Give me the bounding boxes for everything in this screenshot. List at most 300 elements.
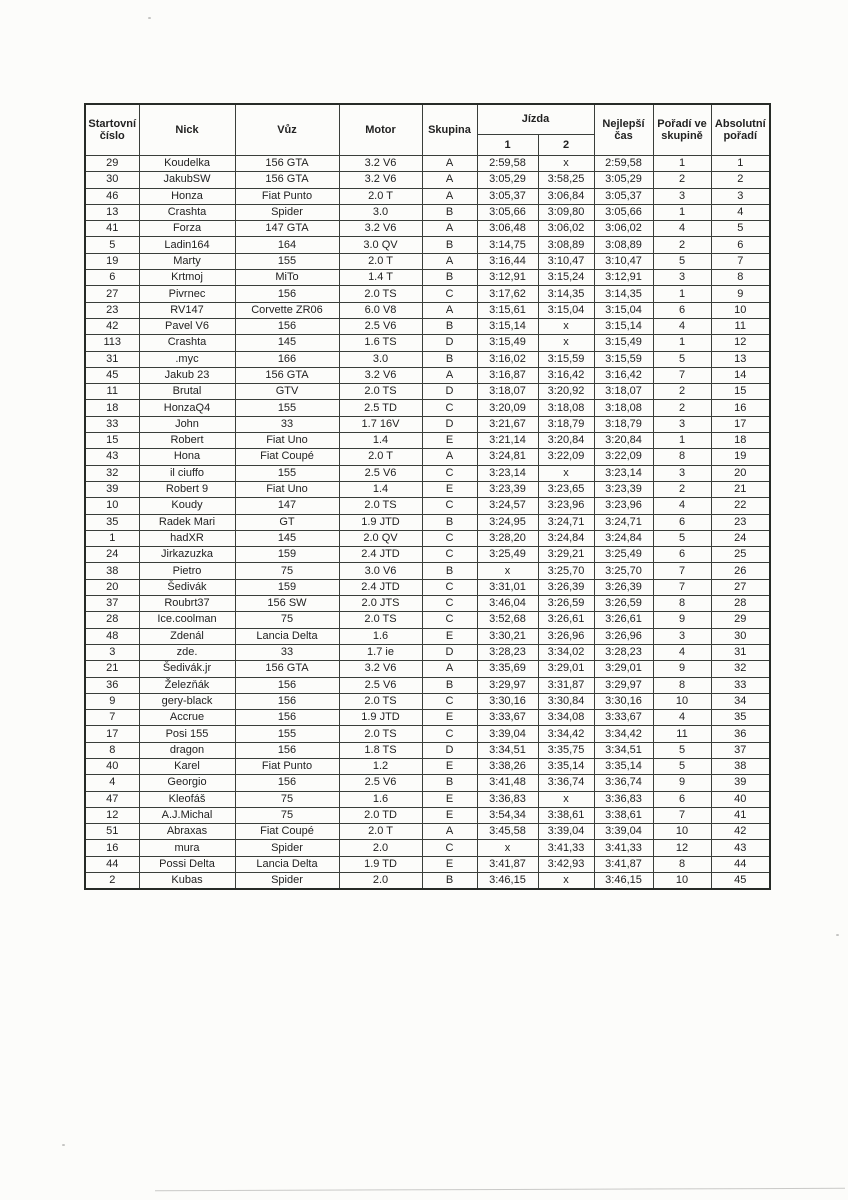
cell-engine: 1.4 T: [339, 270, 422, 286]
cell-run1-time: 3:16,44: [477, 253, 538, 269]
table-row: [85, 824, 770, 840]
cell-run1-time: 3:24,81: [477, 449, 538, 465]
cell-run2-time: 3:25,70: [538, 563, 594, 579]
cell-start-number: 9: [85, 693, 139, 709]
cell-start-number: 2: [85, 873, 139, 890]
cell-run2-time: 3:29,21: [538, 547, 594, 563]
cell-group-rank: 2: [653, 384, 711, 400]
cell-run2-time: 3:36,74: [538, 775, 594, 791]
table-row: [85, 612, 770, 628]
cell-absolute-rank: 8: [711, 270, 770, 286]
cell-car: 159: [235, 579, 339, 595]
cell-group: B: [422, 204, 477, 220]
cell-car: Fiat Punto: [235, 188, 339, 204]
cell-best-time: 3:34,51: [594, 742, 653, 758]
cell-best-time: 3:30,16: [594, 693, 653, 709]
cell-best-time: 3:25,70: [594, 563, 653, 579]
cell-car: 75: [235, 791, 339, 807]
cell-run1-time: 3:25,49: [477, 547, 538, 563]
cell-best-time: 3:16,42: [594, 367, 653, 383]
cell-group-rank: 4: [653, 710, 711, 726]
cell-start-number: 46: [85, 188, 139, 204]
cell-nick: HonzaQ4: [139, 400, 235, 416]
cell-nick: JakubSW: [139, 172, 235, 188]
cell-engine: 2.0 T: [339, 188, 422, 204]
cell-group-rank: 1: [653, 156, 711, 172]
cell-run2-time: 3:26,59: [538, 596, 594, 612]
table-row: [85, 856, 770, 872]
cell-group: A: [422, 156, 477, 172]
cell-group-rank: 10: [653, 873, 711, 890]
cell-car: MiTo: [235, 270, 339, 286]
table-body: [85, 156, 770, 890]
cell-run1-time: 3:35,69: [477, 661, 538, 677]
cell-absolute-rank: 25: [711, 547, 770, 563]
cell-absolute-rank: 42: [711, 824, 770, 840]
table-row: [85, 840, 770, 856]
cell-group: A: [422, 661, 477, 677]
cell-run1-time: 3:18,07: [477, 384, 538, 400]
table-row: [85, 204, 770, 220]
cell-engine: 3.0 QV: [339, 237, 422, 253]
cell-group-rank: 1: [653, 433, 711, 449]
cell-group-rank: 7: [653, 807, 711, 823]
cell-absolute-rank: 4: [711, 204, 770, 220]
table-row: [85, 677, 770, 693]
cell-group-rank: 11: [653, 726, 711, 742]
cell-car: 145: [235, 335, 339, 351]
cell-group: A: [422, 253, 477, 269]
table-row: [85, 807, 770, 823]
cell-absolute-rank: 9: [711, 286, 770, 302]
cell-nick: zde.: [139, 644, 235, 660]
cell-nick: Pietro: [139, 563, 235, 579]
cell-run1-time: 3:41,87: [477, 856, 538, 872]
cell-car: Lancia Delta: [235, 628, 339, 644]
cell-run1-time: 3:38,26: [477, 758, 538, 774]
cell-absolute-rank: 15: [711, 384, 770, 400]
cell-group: C: [422, 612, 477, 628]
cell-absolute-rank: 7: [711, 253, 770, 269]
cell-run1-time: 3:54,34: [477, 807, 538, 823]
cell-group: C: [422, 286, 477, 302]
cell-car: Spider: [235, 204, 339, 220]
cell-run1-time: 2:59,58: [477, 156, 538, 172]
cell-run2-time: 3:15,24: [538, 270, 594, 286]
table-row: [85, 400, 770, 416]
cell-best-time: 3:12,91: [594, 270, 653, 286]
cell-absolute-rank: 5: [711, 221, 770, 237]
cell-best-time: 3:23,96: [594, 498, 653, 514]
cell-run2-time: 3:39,04: [538, 824, 594, 840]
column-header-run-1: 1: [477, 134, 538, 155]
cell-best-time: 3:35,14: [594, 758, 653, 774]
cell-group: E: [422, 807, 477, 823]
table-row: [85, 710, 770, 726]
cell-group-rank: 2: [653, 237, 711, 253]
cell-group: A: [422, 449, 477, 465]
cell-absolute-rank: 43: [711, 840, 770, 856]
cell-engine: 2.0 TS: [339, 693, 422, 709]
cell-start-number: 6: [85, 270, 139, 286]
cell-start-number: 43: [85, 449, 139, 465]
cell-engine: 2.5 V6: [339, 318, 422, 334]
cell-group-rank: 3: [653, 188, 711, 204]
cell-start-number: 40: [85, 758, 139, 774]
cell-run1-time: 3:31,01: [477, 579, 538, 595]
cell-run1-time: 3:28,20: [477, 530, 538, 546]
cell-nick: Roubrt37: [139, 596, 235, 612]
scan-artifact: [148, 17, 151, 19]
cell-start-number: 24: [85, 547, 139, 563]
cell-car: Fiat Uno: [235, 481, 339, 497]
cell-group-rank: 7: [653, 367, 711, 383]
cell-nick: Karel: [139, 758, 235, 774]
cell-group: E: [422, 710, 477, 726]
cell-run1-time: 3:24,95: [477, 514, 538, 530]
cell-group-rank: 8: [653, 596, 711, 612]
cell-engine: 2.5 V6: [339, 677, 422, 693]
cell-best-time: 3:29,97: [594, 677, 653, 693]
cell-group-rank: 3: [653, 416, 711, 432]
cell-car: 156 GTA: [235, 172, 339, 188]
cell-run2-time: 3:31,87: [538, 677, 594, 693]
cell-absolute-rank: 29: [711, 612, 770, 628]
cell-best-time: 3:39,04: [594, 824, 653, 840]
results-table: [84, 103, 771, 890]
cell-absolute-rank: 45: [711, 873, 770, 890]
cell-start-number: 44: [85, 856, 139, 872]
cell-group: C: [422, 840, 477, 856]
cell-group-rank: 7: [653, 563, 711, 579]
cell-run2-time: 3:20,92: [538, 384, 594, 400]
table-row: [85, 742, 770, 758]
cell-absolute-rank: 30: [711, 628, 770, 644]
cell-best-time: 3:15,14: [594, 318, 653, 334]
cell-run2-time: 3:08,89: [538, 237, 594, 253]
cell-run2-time: 3:26,96: [538, 628, 594, 644]
cell-best-time: 3:29,01: [594, 661, 653, 677]
cell-nick: Honza: [139, 188, 235, 204]
cell-group-rank: 8: [653, 449, 711, 465]
cell-best-time: 3:23,14: [594, 465, 653, 481]
cell-engine: 1.4: [339, 433, 422, 449]
cell-run2-time: 3:23,65: [538, 481, 594, 497]
cell-run1-time: 3:23,14: [477, 465, 538, 481]
cell-start-number: 12: [85, 807, 139, 823]
cell-absolute-rank: 12: [711, 335, 770, 351]
cell-nick: Zdenál: [139, 628, 235, 644]
cell-nick: Kleofáš: [139, 791, 235, 807]
cell-engine: 3.2 V6: [339, 367, 422, 383]
cell-car: Fiat Uno: [235, 433, 339, 449]
cell-run1-time: 3:15,14: [477, 318, 538, 334]
cell-car: 156 SW: [235, 596, 339, 612]
cell-engine: 1.8 TS: [339, 742, 422, 758]
cell-car: Spider: [235, 873, 339, 890]
cell-nick: Koudelka: [139, 156, 235, 172]
table-row: [85, 465, 770, 481]
column-header-start-number: Startovní číslo: [85, 104, 139, 156]
cell-group: A: [422, 824, 477, 840]
cell-run1-time: 3:30,16: [477, 693, 538, 709]
cell-engine: 3.2 V6: [339, 172, 422, 188]
table-row: [85, 449, 770, 465]
cell-car: 166: [235, 351, 339, 367]
cell-car: 155: [235, 253, 339, 269]
cell-run2-time: 3:58,25: [538, 172, 594, 188]
cell-group-rank: 9: [653, 612, 711, 628]
cell-car: 156: [235, 693, 339, 709]
table-row: [85, 873, 770, 890]
cell-group-rank: 8: [653, 677, 711, 693]
column-header-car: Vůz: [235, 104, 339, 156]
cell-best-time: 3:26,96: [594, 628, 653, 644]
cell-absolute-rank: 41: [711, 807, 770, 823]
cell-absolute-rank: 2: [711, 172, 770, 188]
cell-start-number: 28: [85, 612, 139, 628]
cell-group: A: [422, 172, 477, 188]
cell-group: B: [422, 775, 477, 791]
cell-group-rank: 2: [653, 172, 711, 188]
cell-group: B: [422, 677, 477, 693]
column-header-group: Skupina: [422, 104, 477, 156]
cell-engine: 2.0 TS: [339, 384, 422, 400]
cell-group-rank: 2: [653, 481, 711, 497]
cell-group-rank: 10: [653, 824, 711, 840]
cell-run1-time: 3:05,29: [477, 172, 538, 188]
cell-best-time: 2:59,58: [594, 156, 653, 172]
cell-engine: 2.0 T: [339, 449, 422, 465]
cell-car: 156: [235, 677, 339, 693]
cell-start-number: 16: [85, 840, 139, 856]
column-header-best-time: Nejlepší čas: [594, 104, 653, 156]
cell-absolute-rank: 38: [711, 758, 770, 774]
cell-run2-time: 3:16,42: [538, 367, 594, 383]
cell-start-number: 19: [85, 253, 139, 269]
table-row: [85, 156, 770, 172]
cell-group: C: [422, 579, 477, 595]
cell-engine: 2.0 TS: [339, 498, 422, 514]
table-row: [85, 628, 770, 644]
cell-group-rank: 6: [653, 791, 711, 807]
table-row: [85, 318, 770, 334]
cell-nick: Posi 155: [139, 726, 235, 742]
cell-best-time: 3:25,49: [594, 547, 653, 563]
cell-run1-time: 3:36,83: [477, 791, 538, 807]
cell-run2-time: 3:42,93: [538, 856, 594, 872]
cell-car: 156: [235, 286, 339, 302]
cell-group: D: [422, 335, 477, 351]
cell-group: A: [422, 221, 477, 237]
cell-car: 75: [235, 563, 339, 579]
table-row: [85, 693, 770, 709]
cell-run1-time: 3:17,62: [477, 286, 538, 302]
cell-start-number: 23: [85, 302, 139, 318]
cell-run1-time: 3:14,75: [477, 237, 538, 253]
cell-group: C: [422, 726, 477, 742]
cell-car: 147 GTA: [235, 221, 339, 237]
cell-run1-time: 3:05,66: [477, 204, 538, 220]
cell-run1-time: 3:12,91: [477, 270, 538, 286]
cell-car: 155: [235, 400, 339, 416]
cell-start-number: 15: [85, 433, 139, 449]
table-row: [85, 579, 770, 595]
cell-run1-time: 3:20,09: [477, 400, 538, 416]
table-row: [85, 237, 770, 253]
cell-car: 156: [235, 318, 339, 334]
cell-run1-time: 3:41,48: [477, 775, 538, 791]
cell-nick: Jirkazuzka: [139, 547, 235, 563]
cell-engine: 3.2 V6: [339, 221, 422, 237]
cell-engine: 1.7 16V: [339, 416, 422, 432]
cell-run2-time: 3:15,04: [538, 302, 594, 318]
cell-run2-time: 3:30,84: [538, 693, 594, 709]
cell-run2-time: 3:35,14: [538, 758, 594, 774]
cell-absolute-rank: 44: [711, 856, 770, 872]
cell-group: C: [422, 498, 477, 514]
cell-nick: Accrue: [139, 710, 235, 726]
table-row: [85, 791, 770, 807]
cell-best-time: 3:26,59: [594, 596, 653, 612]
cell-run2-time: 3:24,71: [538, 514, 594, 530]
cell-absolute-rank: 34: [711, 693, 770, 709]
cell-group-rank: 10: [653, 693, 711, 709]
table-row: [85, 498, 770, 514]
cell-nick: Forza: [139, 221, 235, 237]
cell-group-rank: 4: [653, 498, 711, 514]
cell-absolute-rank: 1: [711, 156, 770, 172]
cell-start-number: 37: [85, 596, 139, 612]
cell-group: E: [422, 791, 477, 807]
cell-nick: RV147: [139, 302, 235, 318]
cell-engine: 1.9 JTD: [339, 710, 422, 726]
cell-run2-time: 3:26,61: [538, 612, 594, 628]
cell-run1-time: 3:28,23: [477, 644, 538, 660]
cell-group: B: [422, 351, 477, 367]
table-row: [85, 302, 770, 318]
table-row: [85, 367, 770, 383]
table-row: [85, 416, 770, 432]
cell-group-rank: 1: [653, 335, 711, 351]
cell-car: 156 GTA: [235, 661, 339, 677]
cell-engine: 1.4: [339, 481, 422, 497]
cell-group: A: [422, 367, 477, 383]
cell-start-number: 7: [85, 710, 139, 726]
cell-run1-time: 3:46,15: [477, 873, 538, 890]
cell-run2-time: 3:06,02: [538, 221, 594, 237]
cell-best-time: 3:26,39: [594, 579, 653, 595]
table-row: [85, 514, 770, 530]
table-row: [85, 172, 770, 188]
cell-group: D: [422, 384, 477, 400]
cell-group-rank: 6: [653, 514, 711, 530]
table-row: [85, 758, 770, 774]
cell-best-time: 3:41,87: [594, 856, 653, 872]
cell-absolute-rank: 19: [711, 449, 770, 465]
cell-absolute-rank: 40: [711, 791, 770, 807]
cell-group: C: [422, 530, 477, 546]
cell-start-number: 17: [85, 726, 139, 742]
cell-start-number: 8: [85, 742, 139, 758]
cell-run2-time: 3:15,59: [538, 351, 594, 367]
cell-run2-time: 3:18,08: [538, 400, 594, 416]
cell-group: E: [422, 628, 477, 644]
cell-engine: 2.0 TS: [339, 726, 422, 742]
cell-nick: Marty: [139, 253, 235, 269]
cell-engine: 2.0 JTS: [339, 596, 422, 612]
cell-group: B: [422, 873, 477, 890]
table-row: [85, 286, 770, 302]
cell-nick: Robert 9: [139, 481, 235, 497]
cell-group-rank: 5: [653, 351, 711, 367]
cell-engine: 3.0 V6: [339, 563, 422, 579]
cell-start-number: 42: [85, 318, 139, 334]
cell-start-number: 20: [85, 579, 139, 595]
cell-nick: Šedivák.jr: [139, 661, 235, 677]
cell-absolute-rank: 6: [711, 237, 770, 253]
cell-run1-time: 3:33,67: [477, 710, 538, 726]
cell-best-time: 3:18,08: [594, 400, 653, 416]
cell-engine: 3.2 V6: [339, 661, 422, 677]
cell-group-rank: 9: [653, 775, 711, 791]
table-row: [85, 547, 770, 563]
table-row: [85, 270, 770, 286]
cell-best-time: 3:18,79: [594, 416, 653, 432]
cell-car: Corvette ZR06: [235, 302, 339, 318]
cell-nick: Krtmoj: [139, 270, 235, 286]
table-row: [85, 384, 770, 400]
cell-run2-time: x: [538, 873, 594, 890]
cell-nick: Koudy: [139, 498, 235, 514]
cell-group: C: [422, 596, 477, 612]
cell-run2-time: 3:24,84: [538, 530, 594, 546]
cell-nick: Ladin164: [139, 237, 235, 253]
cell-best-time: 3:14,35: [594, 286, 653, 302]
cell-engine: 2.0 T: [339, 824, 422, 840]
cell-group: B: [422, 514, 477, 530]
cell-group-rank: 6: [653, 547, 711, 563]
cell-run2-time: 3:23,96: [538, 498, 594, 514]
cell-start-number: 113: [85, 335, 139, 351]
table-row: [85, 775, 770, 791]
table-row: [85, 335, 770, 351]
cell-group-rank: 4: [653, 644, 711, 660]
cell-run1-time: 3:39,04: [477, 726, 538, 742]
cell-group: E: [422, 433, 477, 449]
cell-nick: Abraxas: [139, 824, 235, 840]
cell-engine: 2.5 V6: [339, 775, 422, 791]
cell-start-number: 39: [85, 481, 139, 497]
table-row: [85, 221, 770, 237]
cell-group-rank: 1: [653, 204, 711, 220]
cell-nick: Železňák: [139, 677, 235, 693]
cell-absolute-rank: 27: [711, 579, 770, 595]
cell-engine: 2.4 JTD: [339, 579, 422, 595]
cell-engine: 1.9 JTD: [339, 514, 422, 530]
cell-car: 156: [235, 742, 339, 758]
cell-absolute-rank: 33: [711, 677, 770, 693]
cell-car: Fiat Punto: [235, 758, 339, 774]
cell-start-number: 1: [85, 530, 139, 546]
cell-start-number: 3: [85, 644, 139, 660]
cell-group: B: [422, 563, 477, 579]
cell-group-rank: 6: [653, 302, 711, 318]
cell-run2-time: 3:06,84: [538, 188, 594, 204]
cell-engine: 1.6: [339, 791, 422, 807]
cell-best-time: 3:26,61: [594, 612, 653, 628]
cell-start-number: 31: [85, 351, 139, 367]
